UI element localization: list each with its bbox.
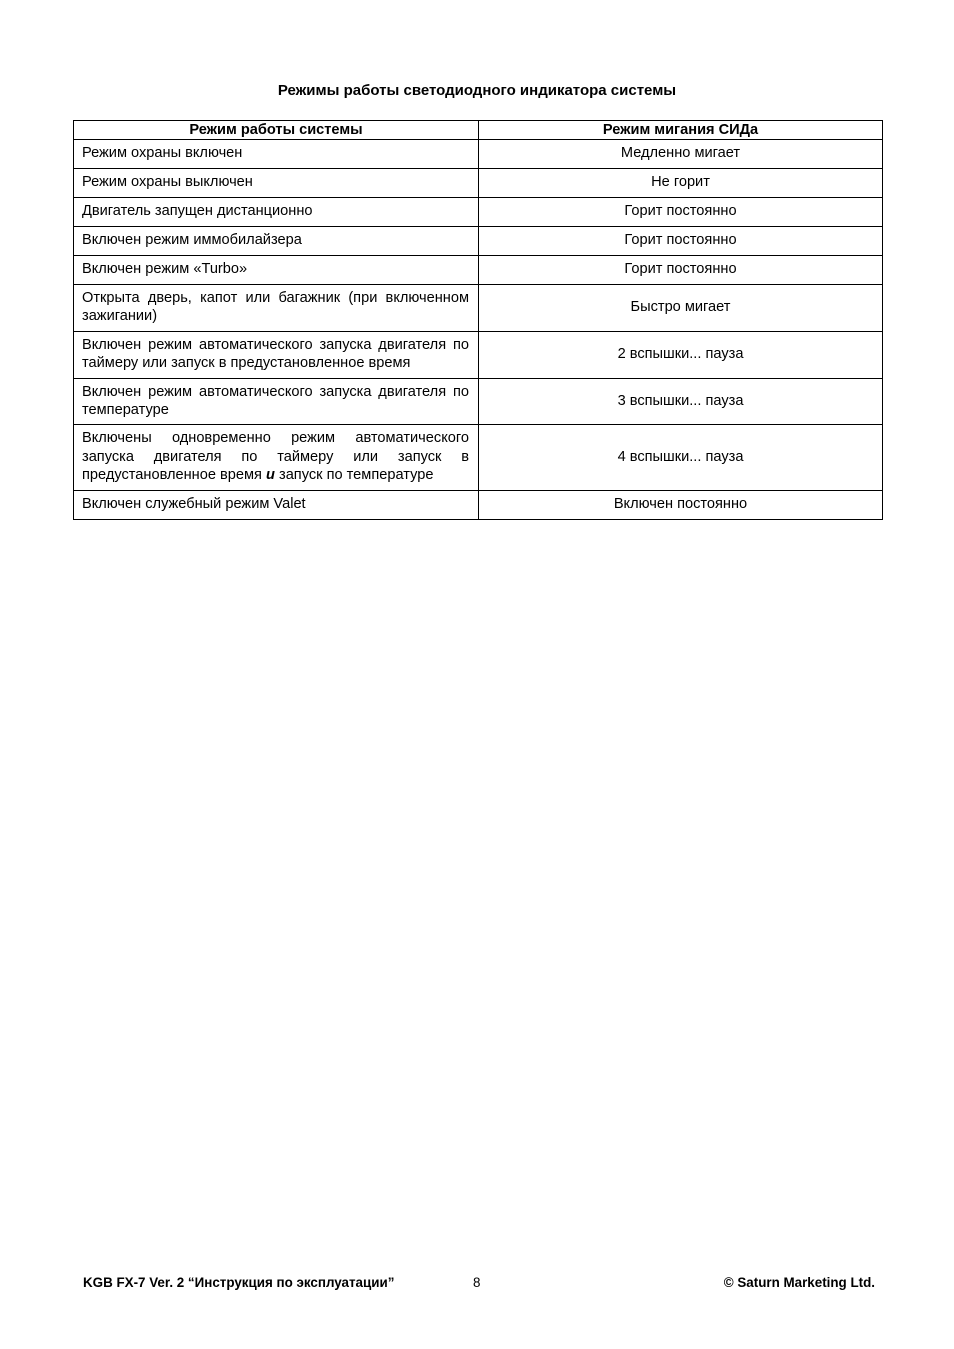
table-row [74,198,883,227]
led-blink-cell: 3 вспышки... пауза [479,378,883,425]
system-mode-cell: Режим охраны включен [74,140,479,169]
led-blink-cell: Горит постоянно [479,256,883,285]
footer-page-number: 8 [473,1275,481,1290]
table-row [74,169,883,198]
system-mode-cell: Режим охраны выключен [74,169,479,198]
system-mode-cell: Двигатель запущен дистанционно [74,198,479,227]
led-blink-cell: Быстро мигает [479,285,883,332]
led-blink-cell: Не горит [479,169,883,198]
table-row [74,425,883,490]
table-row [74,490,883,519]
system-mode-cell: Включен служебный режим Valet [74,490,479,519]
system-mode-cell: Включен режим иммобилайзера [74,227,479,256]
table-row [74,285,883,332]
system-mode-cell: Включен режим автоматического запуска двигателя по таймеру или запуск в предустановленное время [74,331,479,378]
table-row [74,256,883,285]
emphasized-conjunction: и [266,467,275,484]
mode-text-part: Включены одновременно режим автоматического запуска двигателя по таймеру или запуск в предустановленное время [82,430,469,484]
led-blink-cell: 4 вспышки... пауза [479,425,883,490]
led-blink-cell: Медленно мигает [479,140,883,169]
column-header-led-blink-mode: Режим мигания СИДа [479,121,883,140]
led-blink-cell: Горит постоянно [479,198,883,227]
table-header-row [74,121,883,140]
led-blink-cell: Включен постоянно [479,490,883,519]
system-mode-cell: Открыта дверь, капот или багажник (при включенном зажигании) [74,285,479,332]
table-row [74,140,883,169]
mode-text-part: запуск по температуре [279,467,434,484]
led-modes-table [73,120,883,520]
table-row [74,331,883,378]
system-mode-cell: Включен режим автоматического запуска двигателя по температуре [74,378,479,425]
page-title: Режимы работы светодиодного индикатора системы [277,82,677,99]
system-mode-cell: Включен режим «Turbo» [74,256,479,285]
column-header-system-mode: Режим работы системы [74,121,479,140]
footer-copyright: © Saturn Marketing Ltd. [723,1275,875,1290]
system-mode-cell [74,425,479,490]
footer-document-title: KGB FX-7 Ver. 2 “Инструкция по эксплуатации” [83,1275,395,1290]
table-row [74,378,883,425]
table-row [74,227,883,256]
led-blink-cell: Горит постоянно [479,227,883,256]
led-blink-cell: 2 вспышки... пауза [479,331,883,378]
